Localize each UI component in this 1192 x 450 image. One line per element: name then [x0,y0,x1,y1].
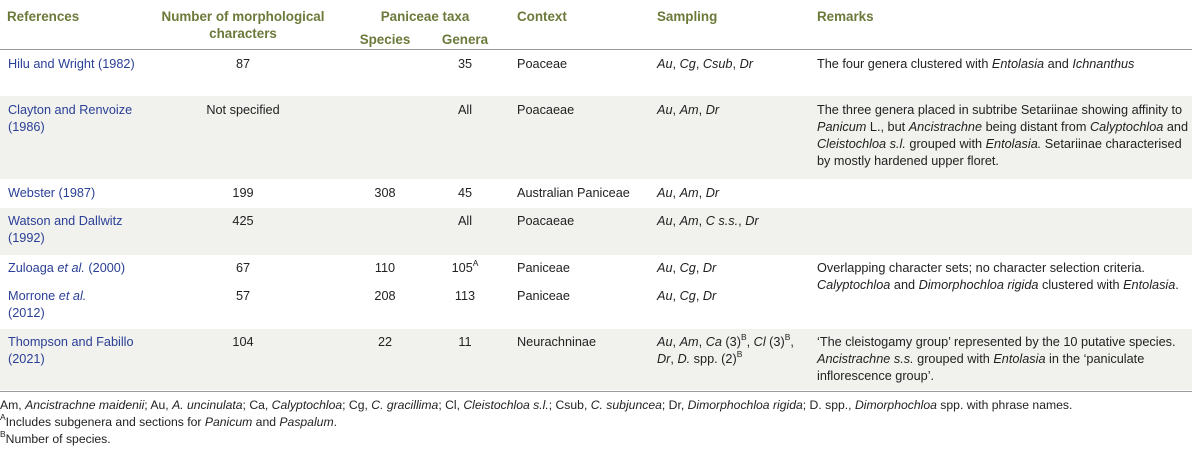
row-7-genera: 11 [458,335,472,349]
row-4-context: Poacaeae [517,214,575,228]
header-references: References [7,9,80,24]
row-7-reference: Thompson and Fabillo (2021) [8,335,134,366]
row-3-context: Australian Paniceae [517,186,630,200]
row-6-context: Paniceae [517,289,570,303]
row-5-reference: Zuloaga et al. (2000) [8,261,126,275]
row-1-sampling: Au, Cg, Csub, Dr [657,57,753,71]
row-4-reference: Watson and Dallwitz (1992) [8,214,123,245]
row-1-remarks: The four genera clustered with Entolasia and Ichnanthus [817,57,1135,71]
row-5-sampling: Au, Cg, Dr [657,261,717,275]
row-3-sampling: Au, Am, Dr [657,186,720,200]
row-1-genera: 35 [457,57,473,71]
row-6-reference: Morrone et al. (2012) [8,289,87,320]
row-3-species: 308 [374,186,396,200]
row-4-sampling: Au, Am, C s.s., Dr [657,214,759,228]
row-2-characters: Not specified [206,103,280,117]
header-genera: Genera [441,32,489,47]
row-7-remarks: ‘The cleistogamy group’ represented by the 10 putative species. Ancistrachne s.s. grouped with Entolasia in the ‘paniculate inflorescence group’. [817,335,1176,383]
footnote-a: $^A$Includes subgenera and sections for Panicum and Paspalum. [0,411,337,429]
row-2-sampling: Au, Am, Dr [657,103,720,117]
row-6-characters: 57 [235,289,251,303]
row-6-sampling: Au, Cg, Dr [657,289,717,303]
row-4-genera: All [457,214,473,228]
header-paniceae-taxa: Paniceae taxa [380,9,470,24]
row-6-species: 208 [374,289,396,303]
row-4-characters: 425 [232,214,254,228]
row-7-characters: 104 [232,335,254,349]
row-2-remarks: The three genera placed in subtribe Setariinae showing affinity to Panicum L., but Ancistrachne being distant from Calyptochloa and Cleistochloa s.l. grouped with Entolasia. Setariinae characterised by mostly hardened upper floret. [817,103,1189,168]
row-7-sampling: Au, Am, Ca $(3)^B$, Cl $(3)^B$, Dr, D. spp. $(2)^B$ [657,331,794,366]
row-5-genera: $105^A$ [451,257,479,275]
header-sampling: Sampling [657,9,718,24]
row-5-remarks: Overlapping character sets; no character selection criteria. Calyptochloa and Dimorphochloa rigida clustered with Entolasia. [817,261,1179,292]
row-3-characters: 199 [232,186,254,200]
row-2-genera: All [457,103,473,117]
row-1-characters: 87 [235,57,251,71]
header-rule [0,49,1192,50]
row-1-reference: Hilu and Wright (1982) [8,57,135,71]
row-5-context: Paniceae [517,261,570,275]
header-remarks: Remarks [817,9,874,24]
row-5-characters: 67 [235,261,251,275]
row-1-context: Poaceae [517,57,568,71]
row-6-genera: 113 [454,289,476,303]
row-5-species: 110 [374,261,396,275]
header-context: Context [517,9,567,24]
row-3-genera: 45 [457,186,473,200]
footnote-abbreviations: Am, Ancistrachne maidenii; Au, A. uncinulata; Ca, Calyptochloa; Cg, C. gracillima; Cl, Cleistochloa s.l.; Csub, C. subjuncea; Dr, Dimorphochloa rigida; D. spp., Dimorphochloa spp. with phrase names. [0,398,1073,412]
row-7-species: 22 [377,335,393,349]
header-number-of-characters: Number of morphological characters [161,9,325,41]
table-bottom-rule [0,391,1192,392]
row-2-reference: Clayton and Renvoize (1986) [8,103,133,134]
footnote-b: $^B$Number of species. [0,428,111,446]
row-2-context: Poacaeae [517,103,575,117]
row-3-reference: Webster (1987) [8,186,96,200]
row-7-context: Neurachninae [517,335,596,349]
header-species: Species [359,32,411,47]
